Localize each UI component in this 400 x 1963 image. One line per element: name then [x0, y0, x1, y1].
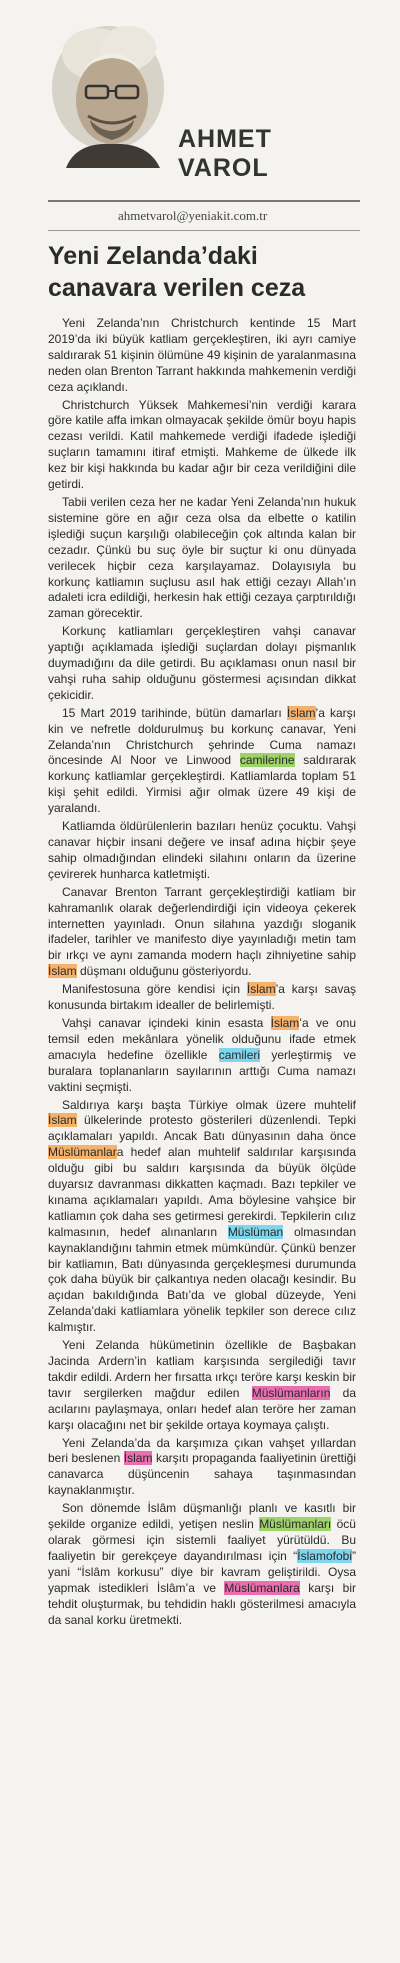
- article-paragraph: [48, 1016, 356, 1096]
- highlighted-word: Müslümanlar: [48, 1145, 117, 1160]
- paragraph-text: öcü olarak görmesi için sistemli faaliyet yürütüldü. Bu faaliyetin bir gerekçeye dayandırılması için “: [48, 1517, 356, 1563]
- paragraph-text: da acılarını paylaşmaya, onları hedef alan teröre her zaman karşı olacağını net bir şekilde ortaya koymaya çalıştı.: [48, 1385, 356, 1432]
- article-paragraph: [48, 885, 356, 980]
- article-paragraph: [48, 706, 356, 817]
- highlighted-word: İslam: [270, 1015, 300, 1030]
- paragraph-text: yerleştirmiş ve buralara toplananların sayılarının arttığı Cuma namazı vaktini seçmişti.: [48, 1047, 356, 1094]
- paragraph-text: Canavar Brenton Tarrant gerçekleştirdiği katliam bir kahramanlık olarak değerlendirdiği için videoya çekerek internetten yayınladı. Onun silahına yazdığı sloganik ifadeler, tarihler ve manifesto diye yayınladığı metin tam bir ırkçı ve aynı zamanda modern haçlı zihniyetine sahip: [48, 884, 356, 963]
- author-portrait: [36, 8, 176, 168]
- paragraph-text: 15 Mart 2019 tarihinde, bütün damarları: [62, 705, 287, 720]
- highlighted-word: camileri: [218, 1047, 261, 1062]
- article-paragraph: [48, 1501, 356, 1628]
- highlighted-word: Müslüman: [227, 1224, 284, 1239]
- email-rule: [48, 230, 360, 231]
- paragraph-text: Yeni Zelanda hükümetinin özellikle de Başbakan Jacinda Ardern’in katliam karşısında sergilediği tavır takdir edildi. Ardern her fırsatta ırkçı teröre karşı keskin bir tavır sergilerken mağdur edilen: [48, 1338, 356, 1400]
- highlighted-word: İslam: [123, 1451, 153, 1466]
- paragraph-text: karşı bir tehdit oluşturmak, bu tehdidin haklı gösterilmesi amacıyla da sanal korku üretmekti.: [48, 1580, 356, 1627]
- highlighted-word: Müslümanların: [251, 1385, 331, 1400]
- author-last-name: VAROL: [178, 154, 269, 182]
- paragraph-text: ülkelerinde protesto gösterileri düzenlendi. Tepki açıklamaları yapıldı. Ancak Batı dünyasının daha önce: [48, 1113, 356, 1144]
- author-email: ahmetvarol@yeniakit.com.tr: [118, 208, 268, 223]
- paragraph-text: Son dönemde İslâm düşmanlığı planlı ve kasıtlı bir şekilde organize edildi, yetişen neslin: [48, 1501, 356, 1532]
- article-paragraph: [48, 1338, 356, 1433]
- paragraph-text: ’a karşı savaş konusunda birtakım idealler de belirlemişti.: [48, 982, 357, 1013]
- highlighted-word: İslam: [48, 964, 77, 979]
- paragraph-text: karşıtı propaganda faaliyetinin ürettiği canavarca düşüncenin sahaya taşınmasından kaynaklanmıştır.: [48, 1451, 357, 1498]
- highlighted-word: Müslümanları: [259, 1517, 332, 1532]
- paragraph-text: Christchurch Yüksek Mahkemesi’nin verdiği karara göre katile affa imkan olmayacak şekilde ömür boyu hapis cezası verildi. Katil mahkemede verdiği ifadede işlediği suçların tamamını itiraf etmişti. Mahkeme de ülkede ilk kez bir kişi hakkında bu kadar ağır bir ceza verildiğini dile getirdi.: [48, 397, 356, 492]
- article-paragraph: [48, 624, 356, 704]
- paragraph-text: Korkunç katliamları gerçekleştiren vahşi canavar yaptığı açıklamada işlediği suçlardan dolayı pişmanlık duymadığını da dile getirdi. Bu açıklaması onun nasıl bir vahşi ruha sahip olduğunu göstermesi açısından dikkat çekicidir.: [48, 624, 356, 702]
- paragraph-text: a hedef alan muhtelif saldırılar karşısında olduğu gibi bu saldırı karşısında da büyük ölçüde duyarsız davranması dikkatten kaçmadı. Bazı tepkiler ve kınama açıklamaları yapıldı. Ama böylesine vahşice bir katliamın çok daha ses getirmesi gerekirdi. Tepkilerin cılız kalmasının, hedef alınanların: [48, 1145, 356, 1239]
- paragraph-text: düşmanı olduğunu gösteriyordu.: [76, 964, 252, 979]
- paragraph-text: Katliamda öldürülenlerin bazıları henüz çocuktu. Vahşi canavar hiçbir insani değere ve insaf adına hiçbir şeye sahip olmadığından elindeki silahını onların da üzerine çevirerek hunharca katletmişti.: [48, 819, 356, 881]
- paragraph-text: saldırarak korkunç katliamlar gerçekleştirdi. Katliamlarda toplam 51 kişi şehit edildi. Yirmisi ağır olmak üzere 49 kişi de yaralandı.: [48, 753, 356, 816]
- paragraph-text: Tabii verilen ceza her ne kadar Yeni Zelanda’nın hukuk sistemine göre en ağır ceza olsa da elbette o katilin işlediği suçun karşılığı olabileceğin çok altında kalan bir cezadır. Çünkü bu suç öyle bir suçtur ki onu dünyada verilecek hiçbir ceza karşılayamaz. Dolayısıyla bu korkunç katliamın suçlusu asıl hak ettiği cezayı Allah’ın adaleti icra edildiği, herkesin hak ettiği cezaya çarptırıldığı zaman görecektir.: [48, 494, 356, 621]
- article-paragraph: [48, 1098, 356, 1337]
- article-title: Yeni Zelanda’daki canavara verilen ceza: [48, 242, 306, 302]
- paragraph-text: Manifestosuna göre kendisi için: [62, 982, 247, 997]
- highlighted-word: İslamofobi: [297, 1548, 352, 1563]
- author-header: [0, 0, 400, 234]
- highlighted-word: İslam: [286, 705, 316, 720]
- article-body: [48, 316, 356, 1628]
- article-paragraph: [48, 495, 356, 622]
- paragraph-text: ’a ve onu temsil eden mekânlara yönelik olduğunu ifade etmek amacıyla hedefine özellikle: [48, 1015, 357, 1062]
- author-first-name: AHMET: [178, 125, 272, 153]
- paragraph-text: ’a karşı kin ve nefretle doldurulmuş bu korkunç canavar, Yeni Zelanda’nın Christchurch şehrinde Cuma namazı öncesinde Al Noor ve Linwood: [48, 705, 356, 768]
- header-rule: [48, 200, 360, 202]
- author-name: [178, 125, 272, 183]
- paragraph-text: ” yani “İslâm korkusu” diye bir kavram geliştirildi. Oysa yapmak istedikleri İslâm’a ve: [48, 1548, 356, 1595]
- highlighted-word: İslam: [48, 1113, 77, 1128]
- article-paragraph: [48, 398, 356, 493]
- article-paragraph: [48, 316, 356, 396]
- article-paragraph: [48, 819, 356, 883]
- article-paragraph: [48, 1436, 356, 1500]
- highlighted-word: İslam: [246, 982, 276, 997]
- highlighted-word: camilerine: [239, 753, 295, 768]
- paragraph-text: Vahşi canavar içindeki kinin esasta: [62, 1015, 271, 1030]
- article-paragraph: [48, 982, 356, 1014]
- paragraph-text: olmasından kaynaklandığını tahmin etmek mümkündür. Çünkü benzer bir katliamın, Batı dünyasında gerçekleşmesi durumunda çok daha büyük bir çalkantıya neden olacağı kesindir. Bu açıdan bakıldığında Batı’da ve global düzeyde, Yeni Zelanda’daki katliamlara yönelik tepkiler son derece cılız kalmıştır.: [48, 1224, 357, 1335]
- paragraph-text: Saldırıya karşı başta Türkiye olmak üzere muhtelif: [62, 1097, 356, 1112]
- paragraph-text: Yeni Zelanda’nın Christchurch kentinde 15 Mart 2019’da iki büyük katliam gerçekleştiren, iki ayrı camiye saldırarak 51 kişinin ölümüne 49 kişinin de yaralanmasına neden olan Brenton Tarrant hakkında mahkemenin verdiği ceza açıklandı.: [48, 316, 356, 394]
- paragraph-text: Yeni Zelanda’da da karşımıza çıkan vahşet yıllardan beri beslenen: [48, 1435, 356, 1466]
- highlighted-word: Müslümanlara: [224, 1580, 300, 1595]
